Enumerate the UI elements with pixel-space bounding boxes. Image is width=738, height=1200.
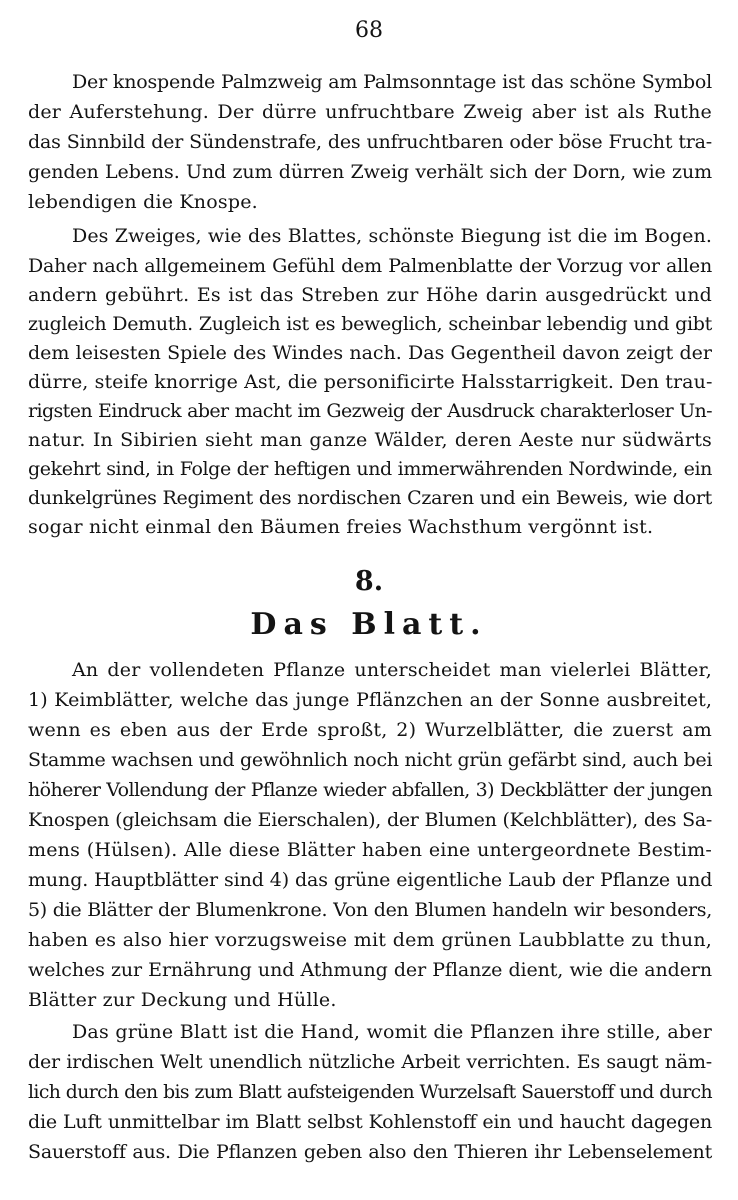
text-line: Knospen (gleichsam die Eierschalen), der Blumen (Kelchblätter), des Sa- xyxy=(28,809,712,831)
text-line: Des Zweiges, wie des Blattes, schönste Biegung ist die im Bogen. xyxy=(72,225,712,247)
text-line: 1) Keimblätter, welche das junge Pflänzchen an der Sonne ausbreitet, xyxy=(28,689,712,711)
text-line: lebendigen die Knospe. xyxy=(28,191,258,213)
text-line: welches zur Ernährung und Athmung der Pflanze dient, wie die andern xyxy=(28,959,712,981)
text-line: haben es also hier vorzugsweise mit dem grünen Laubblatte zu thun, xyxy=(28,929,712,951)
text-line: rigsten Eindruck aber macht im Gezweig der Ausdruck charakterloser Un- xyxy=(28,400,712,422)
text-line: dunkelgrünes Regiment des nordischen Czaren und ein Beweis, wie dort xyxy=(28,487,712,509)
text-line: Blätter zur Deckung und Hülle. xyxy=(28,989,337,1011)
text-line: das Sinnbild der Sündenstrafe, des unfruchtbaren oder böse Frucht tra- xyxy=(28,131,712,153)
text-line: andern gebührt. Es ist das Streben zur Höhe darin ausgedrückt und xyxy=(28,284,712,306)
text-line: An der vollendeten Pflanze unterscheidet man vielerlei Blätter, xyxy=(72,659,712,681)
text-line: gekehrt sind, in Folge der heftigen und immerwährenden Nordwinde, ein xyxy=(28,458,712,480)
text-line: genden Lebens. Und zum dürren Zweig verhält sich der Dorn, wie zum xyxy=(28,161,712,183)
text-line: wenn es eben aus der Erde sproßt, 2) Wurzelblätter, die zuerst am xyxy=(28,719,712,741)
text-line: mens (Hülsen). Alle diese Blätter haben eine untergeordnete Bestim- xyxy=(28,839,712,861)
text-line: Das grüne Blatt ist die Hand, womit die Pflanzen ihre stille, aber xyxy=(72,1021,712,1043)
text-line: dürre, steife knorrige Ast, die personificirte Halsstarrigkeit. Den trau- xyxy=(28,371,713,393)
text-line: sogar nicht einmal den Bäumen freies Wachsthum vergönnt ist. xyxy=(28,516,654,538)
section-number: 8. xyxy=(354,566,384,597)
text-line: mung. Hauptblätter sind 4) das grüne eigentliche Laub der Pflanze und xyxy=(28,869,713,891)
text-line: der irdischen Welt unendlich nützliche Arbeit verrichten. Es saugt näm- xyxy=(28,1051,712,1073)
text-line: zugleich Demuth. Zugleich ist es beweglich, scheinbar lebendig und gibt xyxy=(28,313,712,335)
section-title: Das Blatt. xyxy=(250,607,488,642)
text-line: Sauerstoff aus. Die Pflanzen geben also den Thieren ihr Lebenselement xyxy=(28,1141,712,1163)
text-line: 5) die Blätter der Blumenkrone. Von den Blumen handeln wir besonders, xyxy=(28,899,712,921)
text-line: dem leisesten Spiele des Windes nach. Das Gegentheil davon zeigt der xyxy=(28,342,712,364)
page-number: 68 xyxy=(355,18,383,43)
text-line: Der knospende Palmzweig am Palmsonntage ist das schöne Symbol xyxy=(72,71,712,93)
text-line: höherer Vollendung der Pflanze wieder abfallen, 3) Deckblätter der jungen xyxy=(28,779,712,801)
text-line: natur. In Sibirien sieht man ganze Wälder, deren Aeste nur südwärts xyxy=(28,429,712,451)
text-line: Stamme wachsen und gewöhnlich noch nicht grün gefärbt sind, auch bei xyxy=(28,749,713,771)
text-line: lich durch den bis zum Blatt aufsteigenden Wurzelsaft Sauerstoff und durch xyxy=(28,1082,712,1103)
text-line: Daher nach allgemeinem Gefühl dem Palmenblatte der Vorzug vor allen xyxy=(28,255,712,277)
text-line: der Auferstehung. Der dürre unfruchtbare Zweig aber ist als Ruthe xyxy=(28,101,712,123)
text-line: die Luft unmittelbar im Blatt selbst Kohlenstoff ein und haucht dagegen xyxy=(28,1111,712,1133)
